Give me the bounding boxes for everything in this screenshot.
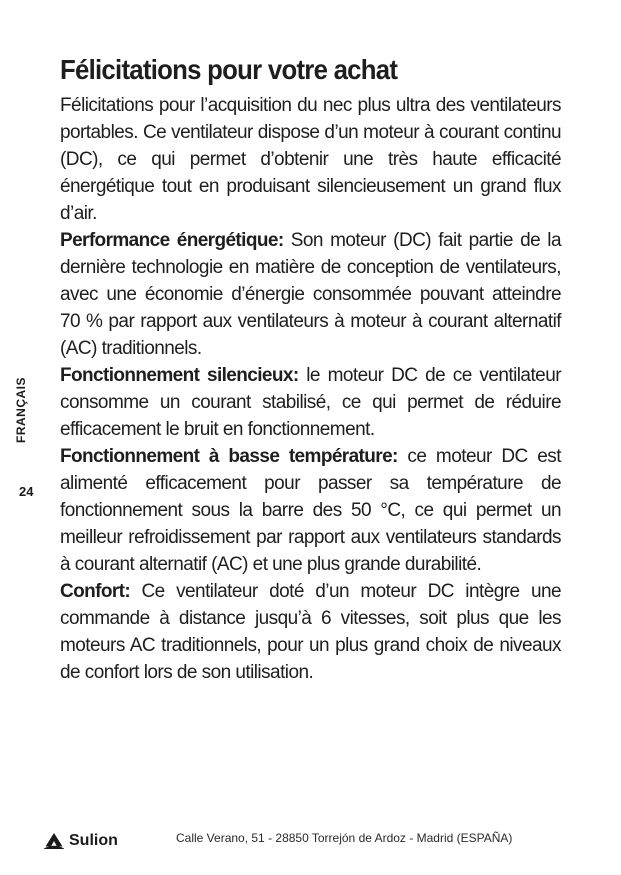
section-energy-performance [60,227,561,362]
section-text: le moteur DC de ce ventilateur consomme un courant stabilisé, ce qui permet de réduire efficacement le bruit en fonctionnement. [60,365,561,440]
intro-paragraph: Félicitations pour l’acquisition du nec plus ultra des ventilateurs portables. Ce ventilateur dispose d’un moteur à courant continu (DC), ce qui permet d’obtenir une très haute efficacité énergétique tout en produisant silencieusement un grand flux d’air. [60,95,561,224]
page-number: 24 [19,484,34,499]
page-title: Félicitations pour votre achat [60,54,398,85]
brand-name: Sulion [69,832,118,849]
section-text: ce moteur DC est alimenté efficacement pour passer sa température de fonctionnement sous la barre des 50 °C, ce qui permet un meilleur refroidissement par rapport aux ventilateurs standards à courant alternatif (AC) et une plus grande durabilité. [60,446,561,575]
main-content [60,52,561,686]
brand-logo [44,832,118,850]
section-silent-operation [60,362,561,443]
section-comfort [60,578,561,686]
section-heading: Fonctionnement silencieux: [60,365,299,386]
section-heading: Performance énergétique: [60,230,284,251]
company-address: Calle Verano, 51 - 28850 Torrejón de Ardoz - Madrid (ESPAÑA) [176,831,513,845]
section-heading: Confort: [60,581,131,602]
section-heading: Fonctionnement à basse température: [60,446,398,467]
language-label: FRANÇAIS [14,377,28,443]
section-low-temperature [60,443,561,578]
sulion-logo-icon [44,833,64,849]
section-text: Ce ventilateur doté d’un moteur DC intègre une commande à distance jusqu’à 6 vitesses, soit plus que les moteurs AC traditionnels, pour un plus grand choix de niveaux de confort lors de son utilisation. [60,581,561,683]
section-text: Son moteur (DC) fait partie de la dernière technologie en matière de conception de ventilateurs, avec une économie d’énergie consommée pouvant atteindre 70 % par rapport aux ventilateurs à moteur à courant alternatif (AC) traditionnels. [60,230,561,359]
